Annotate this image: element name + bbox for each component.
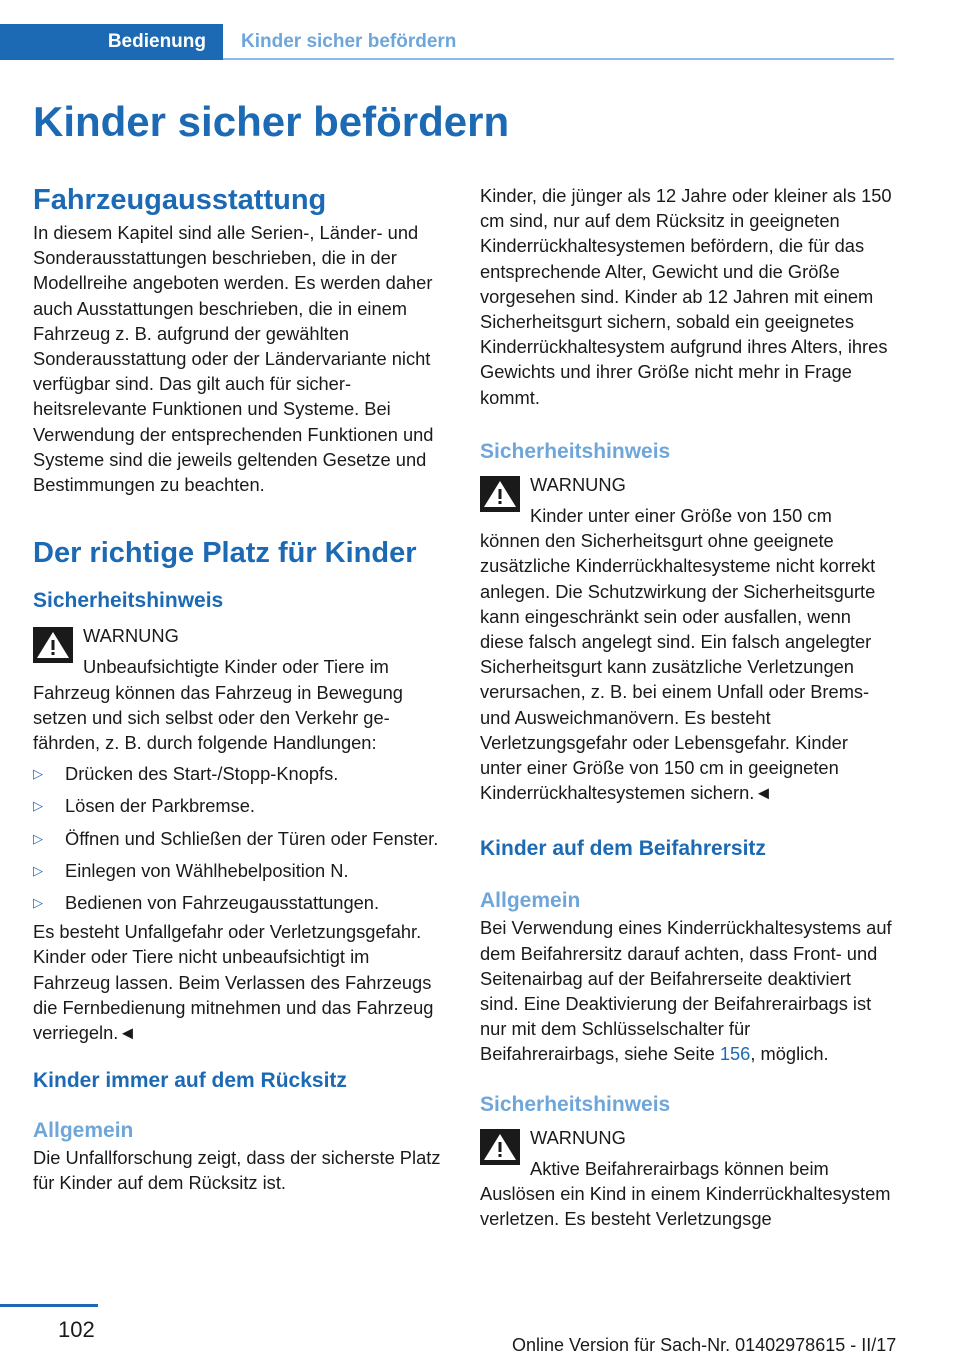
subsection-heading-beifahrersitz: Kinder auf dem Beifahrersitz (480, 837, 766, 861)
warning-first-line: Aktive Beifahrerairbags können beim (530, 1157, 829, 1179)
bullet-triangle-icon: ▷ (33, 862, 43, 878)
warning-first-line: Kinder unter einer Größe von 150 cm (530, 505, 832, 527)
warning-text: Auslösen ein Kind in einem Kinderrückhaltesystem verletzen. Es besteht Verletzungsge (480, 1183, 891, 1230)
warning-first-line: Unbeaufsichtigte Kinder oder Tiere im (83, 656, 389, 678)
list-item: ▷ Lösen der Parkbremse. (33, 793, 447, 818)
page-title: Kinder sicher befördern (33, 98, 510, 145)
bullet-triangle-icon: ▷ (33, 895, 43, 911)
general-heading: Allgemein (480, 889, 581, 913)
warning-consequence-text: Es besteht Unfallgefahr oder Verletzungsgefahr. Kinder oder Tiere nicht unbeaufsichtigt im Fahrzeug lassen. Beim Verlassen des Fahrzeugs die Fernbedienung mitnehmen und das Fahrzeug verriegeln.◄ (33, 921, 434, 1044)
warning-triangle-icon (480, 476, 520, 512)
tab-underline (223, 58, 894, 60)
warning-block (480, 1125, 894, 1181)
bullet-triangle-icon: ▷ (33, 766, 43, 782)
section-heading-platz: Der richtige Platz für Kinder (33, 537, 417, 570)
action-list (33, 761, 447, 915)
list-item: ▷ Drücken des Start-/Stopp-Knopfs. (33, 761, 447, 786)
list-item: ▷ Öffnen und Schließen der Türen oder Fenster. (33, 826, 447, 851)
safety-heading: Sicherheitshinweis (33, 589, 224, 613)
section-text-fahrzeugausstattung: In diesem Kapitel sind alle Serien-, Länder- und Sonderausstattungen beschrieben, die in der Modellreihe angeboten werden. Es werden daher auch Ausstattungen beschrieben, die in einem Fahrzeug z. B. aufgrund der gewählten Sonderausstattung oder der Ländervariante nicht verfügbar sind. Das gilt auch für sicherheitsrelevante Funktionen und Systeme. Bei Verwendung der entsprechenden Funktionen und Systeme sind die jeweils geltenden Gesetze und Bestimmungen zu beachten. (33, 222, 434, 496)
list-item: ▷ Bedienen von Fahrzeugausstattungen. (33, 890, 447, 915)
warning-label: WARNUNG (83, 625, 179, 647)
right-column (480, 183, 894, 1232)
general-text: Die Unfallforschung zeigt, dass der sicherste Platz für Kinder auf dem Rücksitz ist. (33, 1147, 441, 1194)
warning-triangle-icon (480, 1129, 520, 1165)
footer-rule (0, 1304, 98, 1307)
warning-text: können den Sicherheitsgurt ohne geeignete zusätzliche Kinderrückhaltesysteme nicht korrekt anlegen. Die Schutzwirkung der Sicherheitsgurte kann eingeschränkt sein oder ausfallen, wenn diese falsch angelegt sind. Ein falsch angelegter Sicherheitsgurt kann zusätzliche Verletzungen verursachen, z. B. bei einem Unfall oder Brems- und Ausweichmanövern. Es besteht Verletzungsgefahr oder Lebensgefahr. Kinder unter einer Größe von 150 cm in geeigneten Kinderrückhaltesystemen sichern.◄ (480, 530, 876, 804)
subsection-heading-ruecksitz: Kinder immer auf dem Rücksitz (33, 1069, 347, 1093)
safety-heading: Sicherheitshinweis (480, 1092, 671, 1116)
general-heading: Allgemein (33, 1119, 134, 1143)
warning-block (33, 623, 447, 679)
warning-label: WARNUNG (530, 1126, 626, 1148)
warning-block (480, 472, 894, 528)
warning-text: Fahrzeug können das Fahrzeug in Bewegung setzen und sich selbst oder den Verkehr gefährden, z. B. durch folgende Handlungen: (33, 681, 403, 754)
warning-triangle-icon (33, 627, 73, 663)
left-column (33, 182, 447, 1196)
tab-bedienung[interactable]: Bedienung (0, 24, 223, 60)
footer-online-version: Online Version für Sach-Nr. 01402978615 - II/17 (512, 1335, 897, 1355)
bullet-triangle-icon: ▷ (33, 798, 43, 814)
intro-text: Kinder, die jünger als 12 Jahre oder kleiner als 150 cm sind, nur auf dem Rücksitz in geeigneten Kinderrückhaltesystemen befördern, die für das entsprechende Alter, Gewicht und die Größe vorgesehen sind. Kinder ab 12 Jahren mit einem Sicherheitsgurt sichern, sobald ein geeignetes Kinderrückhaltesystem aufgrund ihres Alters, ihres Gewichts und ihrer Größe nicht mehr in Frage kommt. (480, 185, 892, 408)
section-heading-fahrzeugausstattung: Fahrzeugausstattung (33, 184, 327, 216)
bullet-triangle-icon: ▷ (33, 830, 43, 846)
page-link[interactable]: 156 (719, 1043, 751, 1065)
list-item: ▷ Einlegen von Wählhebelposition N. (33, 858, 447, 883)
page-number: 102 (58, 1317, 95, 1342)
warning-label: WARNUNG (530, 473, 626, 495)
header-tabbar (0, 24, 894, 60)
tab-kinder-sicher[interactable]: Kinder sicher befördern (241, 31, 457, 52)
general-text: Bei Verwendung eines Kinderrückhaltesystems auf dem Beifahrersitz darauf achten, dass Front- und Seitenairbag auf der Beifahrerseite deaktiviert sind. Eine Deaktivierung der Beifahrerairbags ist nur mit dem Schlüsselschalter für Beifahrerairbags, siehe Seite 156, möglich. (480, 917, 892, 1065)
safety-heading: Sicherheitshinweis (480, 439, 671, 463)
